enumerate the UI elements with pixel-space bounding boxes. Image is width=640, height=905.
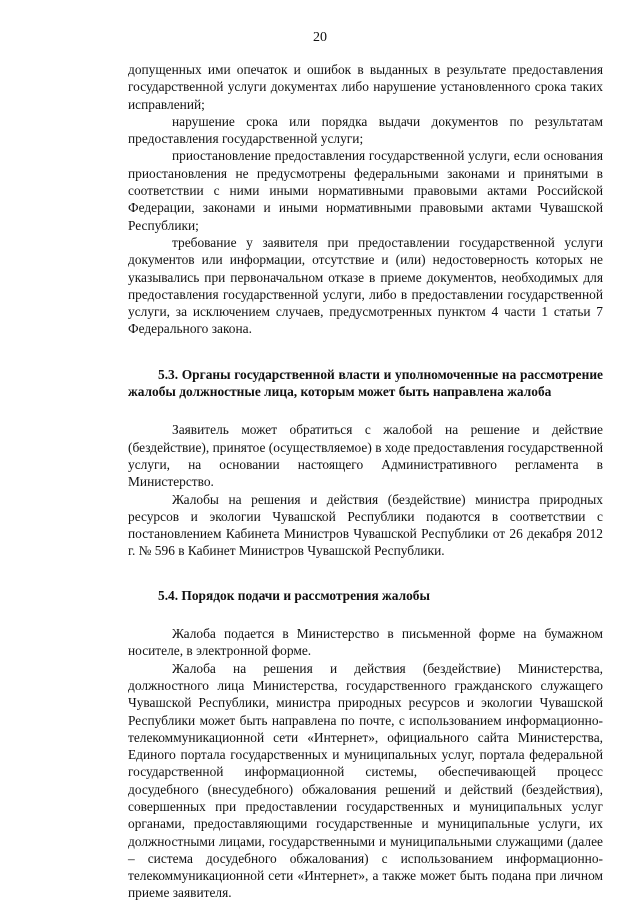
page-number: 20 <box>313 30 327 45</box>
section-5-3-heading: 5.3. Органы государственной власти и уполномоченные на рассмотрение жалобы должностные лица, которым может быть направлена жалоба <box>128 366 603 400</box>
section-5-3-paragraph-1: Заявитель может обратиться с жалобой на решение и действие (бездействие), принятое (осуществляемое) в ходе предоставления государственной услуги, на основании настоящего Административного регламента в Министерство. <box>128 422 603 490</box>
paragraph-deadline-violation: нарушение срока или порядка выдачи документов по результатам предоставления государственной услуги; <box>128 113 603 147</box>
section-5-4-paragraph-2: Жалоба на решения и действия (бездействие) Министерства, должностного лица Министерства, государственного гражданского служащего Чувашской Республики, министра природных ресурсов и экологии Чувашской Республики может быть направлена по почте, с использованием информационно-телекоммуникационной сети «Интернет», официального сайта Министерства, Единого портала государственных и муниципальных услуг, портала федеральной государственной информационной системы, обеспечивающей процесс досудебного (внесудебного) обжалования решений и действий (бездействия), совершенных при предоставлении государственных и муниципальных услуг органами, предоставляющими государственные и муниципальные услуги, их должностными лицами, государственными и муниципальными служащими (далее – система досудебного обжалования) с использованием информационно-телекоммуникационной сети «Интернет», а также может быть подана при личном приеме заявителя. <box>128 660 603 901</box>
section-5-4-heading: 5.4. Порядок подачи и рассмотрения жалобы <box>158 587 430 603</box>
paragraph-documents-requirement: требование у заявителя при предоставлении государственной услуги документов или информации, отсутствие и (или) недостоверность которых не указывались при первоначальном отказе в приеме документов, необходимых для предоставления государственной услуги, либо в предоставлении государственной услуги, за исключением случаев, предусмотренных пунктом 4 части 1 статьи 7 Федерального закона. <box>128 234 603 337</box>
section-5-4-paragraph-1: Жалоба подается в Министерство в письменной форме на бумажном носителе, в электронной форме. <box>128 626 603 659</box>
page-body <box>128 61 603 902</box>
section-5-3-paragraph-2: Жалобы на решения и действия (бездействие) министра природных ресурсов и экологии Чувашской Республики подаются в соответствии с постановлением Кабинета Министров Чувашской Республики от 26 декабря 2012 г. № 596 в Кабинет Министров Чувашской Республики. <box>128 491 603 559</box>
paragraph-suspension: приостановление предоставления государственной услуги, если основания приостановления не предусмотрены федеральными законами и принятыми в соответствии с ними иными нормативными правовыми актами Российской Федерации, законами и иными нормативными правовыми актами Чувашской Республики; <box>128 148 603 233</box>
paragraph-continuation: допущенных ими опечаток и ошибок в выданных в результате предоставления государственной услуги документах либо нарушение установленного срока таких исправлений; <box>128 62 603 112</box>
